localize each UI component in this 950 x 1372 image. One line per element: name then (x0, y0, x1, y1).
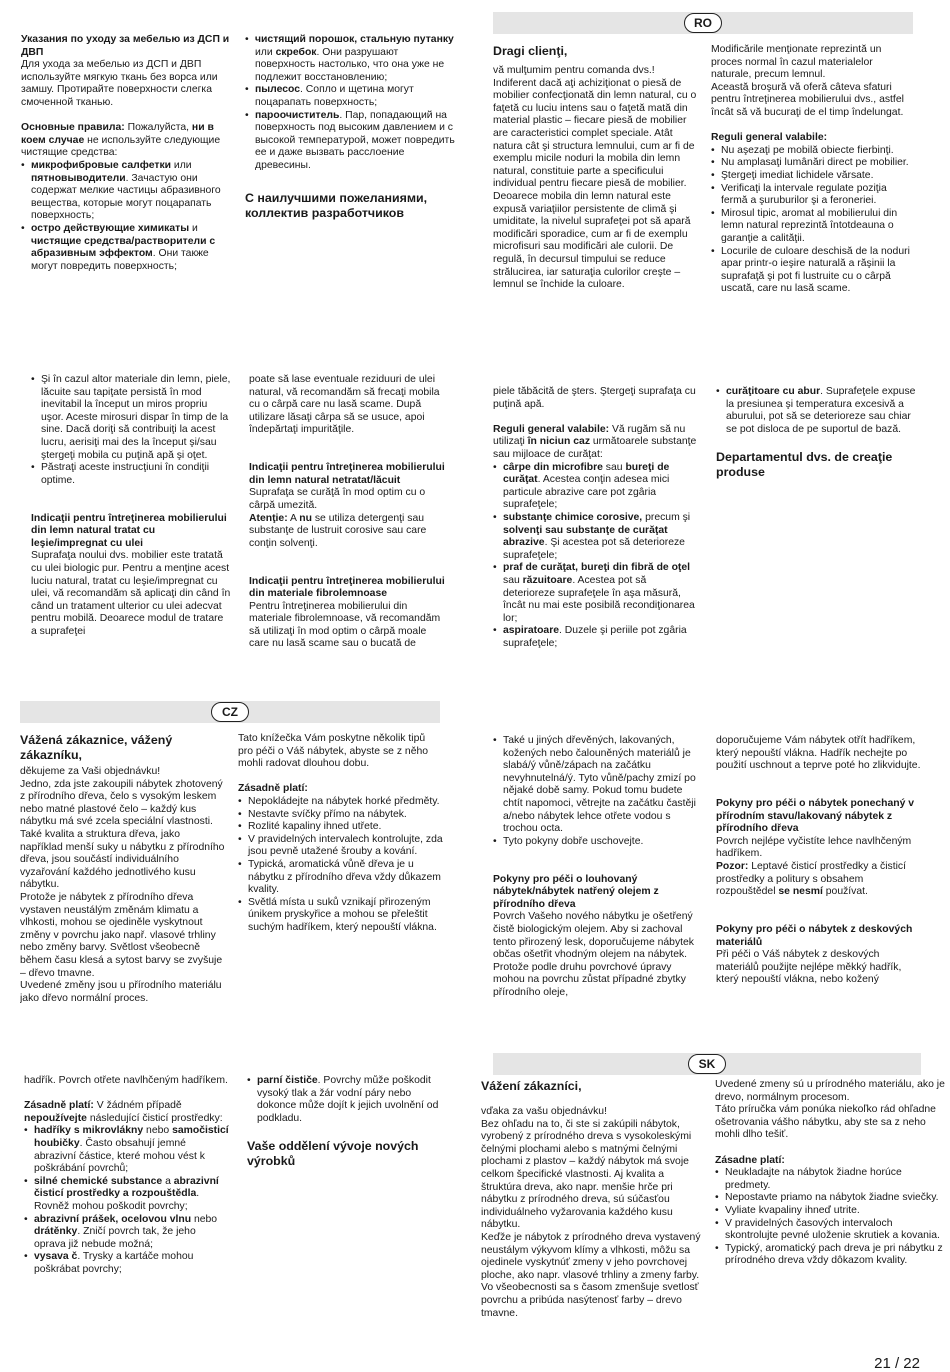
list-item: • Mirosul tipic, aromat al mobilierului din lemn natural reprezintă întotdeauna o garanţie a calităţii. (711, 208, 915, 246)
cz-oil-heading: Pokyny pro péči o louhovaný nábytek/nábytek natřený olejem z přírodního dřeva (493, 873, 659, 910)
cz-intro: Jedno, zda jste zakoupili nábytek zhotovený z přírodního dřeva, čelo s vysokým leskem nebo matné plastové čelo – každý kus nábytku má své zcela speciální vlastnosti. Také kvalita a struktura dřeva, jako například menší suky u nábytku z přírodního dřeva, jsou součástí individuálního vyzařování každého jednotlivého kusu nábytku. (20, 778, 225, 891)
ro-rules-2-list-cont (716, 386, 916, 436)
list-item: • Verificaţi la intervale regulate poziţia fermă a şuruburilor şi a feroneriei. (711, 183, 915, 208)
cz-rules-2-list (24, 1125, 229, 1276)
ro-attention: Atenţie: A nu se utiliza detergenţi sau substanţe de lustruit corosive sau care conţin solvenţi. (249, 512, 427, 549)
cz-column-1 (20, 733, 225, 1005)
ro-section-band (493, 12, 913, 34)
list-item: • hadříky s mikrovlákny nebo samočisticí houbičky. Často obsahují jemné abrazivní částice, které mohou vést k poškrábání povrchů; (24, 1125, 229, 1175)
sk-language-badge: SK (688, 1054, 726, 1074)
list-item: • V pravidelných časových intervaloch skontrolujte pevné uloženie skrutiek a kovania. (715, 1218, 945, 1243)
list-item: • Locurile de culoare deschisă de la noduri apar printr-o ieşire naturală a răşinii la suprafaţă şi pot fi lustruite cu o cârpă uscată, care nu lasă scame. (711, 246, 915, 296)
list-item: • Nestavte svíčky přímo na nábytek. (238, 809, 443, 822)
list-item: • substanţe chimice corosive, precum şi solvenţi sau substanţe de curăţat abrazive. Şi acestea pot să deterioreze suprafeţele; (493, 512, 698, 562)
ro-list-cont (31, 374, 231, 487)
ro-fibre-heading: Indicaţii pentru întreţinerea mobilierului din materiale fibrolemnoase (249, 575, 445, 600)
cz-column-5 (24, 1075, 229, 1277)
cz-language-badge: CZ (211, 702, 249, 722)
list-item: • cârpe din microfibre sau bureţi de curăţat. Acestea conţin adesea mici particule abrazive care pot zgâria suprafeţele; (493, 462, 698, 512)
list-item: • пылесос. Сопло и щетина могут поцарапать поверхность; (245, 84, 457, 109)
list-item: • Nu amplasaţi lumânări direct pe mobilier. (711, 157, 915, 170)
sk-column-2 (715, 1079, 945, 1268)
cz-column-2 (238, 733, 443, 935)
ro-column-4 (249, 374, 449, 651)
cz-attention: Pozor: Leptavé čisticí prostředky a čisticí prostředky a politury s obsahem rozpouštědel se nesmí používat. (716, 860, 906, 898)
ro-natural-heading: Indicaţii pentru întreţinerea mobilierului din lemn natural netratat/lăcuit (249, 462, 445, 486)
cz-oil-text-cont: doporučujeme Vám nábytek otřít hadříkem, který nepouští vlákna. Hadřík nechejte po použití uschnout a teprve poté ho zlikvidujte. (716, 735, 921, 772)
list-item: • Nepostavte priamo na nábytok žiadne sviečky. (715, 1192, 945, 1205)
ro-column-5 (493, 386, 698, 650)
ru-column-1 (21, 34, 231, 273)
list-item: • praf de curăţat, bureţi din fibră de oţel sau răzuitoare. Acestea pot să deterioreze suprafeţele în aşa măsură, încât nu mai este posibilă recondiţionarea lor; (493, 562, 698, 625)
ro-greeting: Dragi clienţi, (493, 44, 568, 58)
cz-section-band (20, 701, 440, 723)
cz-column-4 (716, 735, 924, 987)
sk-rules-heading: Zásadne platí: (715, 1154, 785, 1166)
ro-intro: Indiferent dacă aţi achiziţionat o piesă de mobilier confecţionată din lemn natural, cu o faţetă cu luciu intens sau o faţetă mată din material plastic – fiecare piesă de mobilier are caracteristici complet speciale. Atât natura cât şi structura lemnului, cum ar fi de exemplu micile noduri la mobila din lemn natural, constituie parte a specificului individual pentru fiecare piesă de mobilier. (493, 77, 697, 190)
ro-fibre-text: Pentru întreţinerea mobilierului din materiale fibrolemnoase, vă recomandăm să utilizaţi în mod optim o cârpă moale care nu lasă scame sau o bucată de (249, 600, 441, 650)
list-item: • микрофибровые салфетки или пятновыводители. Зачастую они содержат мелкие частицы абразивного вещества, которые могут поцарапать поверхность; (21, 160, 231, 223)
page-number: 21 / 22 (874, 1355, 920, 1372)
cz-board-text-cont: hadřík. Povrch otřete navlhčeným hadříkem. (24, 1075, 228, 1086)
ru-closing: С наилучшими пожеланиями, коллектив разработчиков (245, 190, 428, 220)
sk-rules-list (715, 1167, 945, 1268)
list-item: • vysava č. Trysky a kartáče mohou poškrábat povrchy; (24, 1251, 229, 1276)
list-item: • чистящий порошок, стальную путанку или скребок. Они разрушают поверхность настолько, что она уже не подлежит восстановлению; (245, 34, 457, 84)
ro-text-1: Modificările menţionate reprezintă un proces normal în cazul materialelor naturale, precum lemnul. (711, 44, 882, 81)
list-item: • Rozlité kapaliny ihned utřete. (238, 821, 443, 834)
list-item: • Neukladajte na nábytok žiadne horúce predmety. (715, 1167, 945, 1192)
ro-oil-text-cont: poate să lase eventuale reziduuri de ulei natural, vă recomandăm să frecaţi mobila cu o cârpă care nu lasă scame. După utilizare lăsaţi cârpa să se usuce, apoi îndepărtaţi impurităţile. (249, 374, 440, 436)
cz-board-text: Při péči o Váš nábytek z deskových materiálů použijte nejlépe měkký hadřík, který nepouští vlákna, nebo kožený (716, 949, 902, 986)
ro-fibre-text-cont: piele tăbăcită de şters. Ştergeţi suprafaţa cu puţină apă. (493, 386, 696, 410)
sk-greeting: Vážení zákazníci, (481, 1079, 582, 1093)
sk-column-1 (481, 1079, 701, 1320)
sk-text-2: Táto príručka vám ponúka niekoľko rád ohľadne ošetrovania vášho nábytku, aby ste sa z neho mohli dlho tešiť. (715, 1104, 936, 1141)
cz-column-6 (247, 1075, 452, 1169)
cz-natural-heading: Pokyny pro péči o nábytek ponechaný v přírodním stavu/lakovaný nábytek z přírodního dřeva (716, 797, 915, 835)
ro-rules-heading: Reguli general valabile: (711, 132, 828, 144)
cz-intro-2: Protože je nábytek z přírodního dřeva vystaven neustálým změnám klimatu a vlhkosti, mohou se ojediněle vyskytnout změny v povrchu jako např. vlasové trhliny nebo změny barvy. Světlost všeobecně během času klesá a sytost barvy se zvyšuje – dřevo tmavne. (20, 891, 223, 979)
list-item: • parní čističe. Povrchy může poškodit vysoký tlak a žár vodní páry nebo dokonce může dojít k jejich uvolnění od podkladu. (247, 1075, 452, 1125)
sk-thanks: vďaka za vašu objednávku! (481, 1106, 607, 1117)
ro-oil-text: Suprafaţa noului dvs. mobilier este tratată cu ulei biologic pur. Pentru a menţine acest luciu natural, tratat cu leşie/impregnat cu ulei, vă recomandăm să aplicaţi din când în când un tratament ulterior cu ulei adecvat pentru mobilă. Deoarece modul de tratare a suprafeţei (31, 550, 231, 637)
ro-rules-list (711, 145, 915, 296)
cz-thanks: děkujeme za Vaši objednávku! (20, 766, 161, 777)
list-item: • abrazivní prášek, ocelovou vlnu nebo drátěnky. Zničí povrch tak, že jeho oprava již nebude možná; (24, 1214, 229, 1252)
cz-text-1: Tato knížečka Vám poskytne několik tipů pro péči o Váš nábytek, abyste se z něho mohli radovat dlouhou dobu. (238, 733, 429, 770)
list-item: • пароочиститель. Пар, попадающий на поверхность под высоким давлением и с высокой температурой, может повредить ее и даже вызвать расслоение древесины. (245, 110, 457, 173)
ru-rules: Основные правила: Пожалуйста, ни в коем случае не используйте следующие чистящие средства: (21, 122, 221, 159)
ro-oil-heading: Indicaţii pentru întreţinerea mobilierului din lemn natural tratat cu leşie/impregnat cu ulei (31, 512, 227, 549)
ro-column-1 (493, 44, 698, 292)
list-item: • Ştergeţi imediat lichidele vărsate. (711, 170, 915, 183)
cz-list-cont (493, 735, 698, 848)
list-item: • Typická, aromatická vůně dřeva je u nábytku z přírodního dřeva vždy důkazem kvality. (238, 859, 443, 897)
list-item: • curăţitoare cu abur. Suprafeţele expuse la presiunea şi temperatura excesivă a aburului, pot să se deterioreze sau chiar se pot disloca de pe suportul de bază. (716, 386, 916, 436)
list-item: • aspiratoare. Duzele şi periile pot zgâria suprafeţele; (493, 625, 698, 650)
list-item: • Nu aşezaţi pe mobilă obiecte fierbinţi. (711, 145, 915, 158)
ro-column-3 (31, 374, 231, 638)
ru-rules-list-cont (245, 34, 457, 173)
ro-text-2: Această broşură vă oferă câteva sfaturi pentru întreţinerea mobilierului dvs., astfel încât să vă bucuraţi de el timp îndelungat. (711, 81, 904, 118)
ro-column-2 (711, 44, 915, 296)
ro-column-6 (716, 386, 916, 480)
ro-rules-2-list (493, 462, 698, 651)
ro-rules-2: Reguli general valabile: Vă rugăm să nu utilizaţi în niciun caz următoarele substanţe sau mijloace de curăţat: (493, 423, 697, 460)
sk-intro: Bez ohľadu na to, či ste si zakúpili nábytok, vyrobený z prírodného dreva s vysokoleskými čelnými plochami alebo s matnými čelnými plochami z plastov – každý nábytok má svoje celkom špecifické vlastnosti. Aj kvalita a štruktúra dreva, ako napr. menšie hrče pri nábytku z prírodného dreva, sú súčasťou individuálneho vyžarovania každého kusu nábytku. (481, 1118, 692, 1231)
ru-rules-list (21, 160, 231, 273)
cz-rules-list (238, 796, 443, 935)
ro-language-badge: RO (684, 13, 722, 33)
cz-rules-2-list-cont (247, 1075, 452, 1125)
list-item: • V pravidelných intervalech kontrolujte, zda jsou pevně utažené šrouby a kování. (238, 834, 443, 859)
ro-thanks: vă mulţumim pentru comanda dvs.! (493, 65, 655, 76)
cz-board-heading: Pokyny pro péči o nábytek z deskových materiálů (716, 923, 913, 948)
list-item: • Typický, aromatický pach dreva je pri nábytku z prírodného dreva vždy dôkazom kvality. (715, 1243, 945, 1268)
cz-oil-text: Povrch Vašeho nového nábytku je ošetřený čistě biologickým olejem. Aby si zachoval tento přirozený lesk, doporučujeme nábytek občas ošetřit vhodným olejem na nábytek. Protože podle druhu povrchové úpravy mohou na povrchu zůstat případné zbytky přírodního oleje, (493, 911, 694, 998)
cz-intro-3: Uvedené změny jsou u přírodního materiálu jako dřevo normální proces. (20, 980, 222, 1004)
list-item: • Şi în cazul altor materiale din lemn, piele, lăcuite sau tapiţate persistă în mod inevitabil la început un miros propriu uşor. Aceste mirosuri dispar în timp de la sine. Dacă doriţi să contribuiţi la acest lucru, aerisiţi mai des la început şi/sau ştergeţi mobila cu puţină apă şi oţet. (31, 374, 231, 462)
list-item: • Vyliate kvapaliny ihneď utrite. (715, 1205, 945, 1218)
cz-greeting: Vážená zákaznice, vážený zákazníku, (20, 733, 173, 762)
sk-section-band (493, 1053, 921, 1075)
list-item: • silné chemické substance a abrazivní čisticí prostředky a rozpouštědla. Rovněž mohou poškodit povrchy; (24, 1176, 229, 1214)
list-item: • остро действующие химикаты и чистящие средства/растворители с абразивным эффектом. Они также могут повредить поверхность; (21, 223, 231, 273)
cz-column-3 (493, 735, 698, 999)
list-item: • Světlá místa u suků vznikají přirozeným únikem pryskyřice a mohou se přeleštit suchým hadříkem, který nepouští vlákna. (238, 897, 443, 935)
sk-intro-2: Keďže je nábytok z prírodného dreva vystavený neustálym výkyvom klímy a vlhkosti, môžu sa ojedinele vyskytnúť zmeny v jeho povrchovej ploche, ako napr. vlasové trhliny a zmeny farby. Vo všeobecnosti sa s časom zmenšuje svetlosť povrchu a pribúda nasýtenosť farby – drevo tmavne. (481, 1231, 701, 1319)
ru-care-heading: Указания по уходу за мебелью из ДСП и ДВП (21, 34, 230, 58)
cz-rules-2: Zásadně platí: V žádném případě nepoužívejte následující čisticí prostředky: (24, 1100, 223, 1124)
list-item: • Nepokládejte na nábytek horké předměty. (238, 796, 443, 809)
list-item: • Păstraţi aceste instrucţiuni în condiţii optime. (31, 462, 231, 487)
ro-closing: Departamentul dvs. de creaţie produse (716, 450, 893, 480)
list-item: • Tyto pokyny dobře uschovejte. (493, 836, 698, 849)
cz-natural-text: Povrch nejlépe vyčistíte lehce navlhčeným hadříkem. (716, 835, 912, 860)
ro-intro-2: Deoarece mobila din lemn natural este expusă variaţiilor persistente de climă şi umiditate, la nivelul suprafeţei pot să apară modificări sporadice, cum ar fi de exemplu microfisuri sau modificări ale culorii. De regulă, în decursul timpului se reduce strălucirea, iar saturaţia culorilor creşte – lemnul se închide la culoare. (493, 190, 691, 291)
ru-column-2 (245, 34, 457, 221)
cz-rules-heading: Zásadně platí: (238, 783, 308, 795)
list-item: • Také u jiných dřevěných, lakovaných, kožených nebo čalouněných materiálů je slabá/ý vůně/zápach na začátku nevyhnutelná/ý. Tyto vůně/pachy zmizí po nějaké době samy. Pokud tomu budete chtít napomoci, větrejte na začátku častěji a/nebo nábytek lehce otřete vodou s trochou octa. (493, 735, 698, 836)
sk-text-1: Uvedené zmeny sú u prírodného materiálu, ako je drevo, normálnym procesom. (715, 1079, 945, 1103)
cz-closing: Vaše oddělení vývoje nových výrobků (247, 1139, 419, 1169)
ru-care-text: Для ухода за мебелью из ДСП и ДВП используйте мягкую ткань без ворса или замшу. Протирайте поверхности слегка смоченной тканью. (21, 59, 218, 108)
ro-natural-text: Suprafaţa se curăţă în mod optim cu o cârpă umezită. (249, 487, 426, 511)
